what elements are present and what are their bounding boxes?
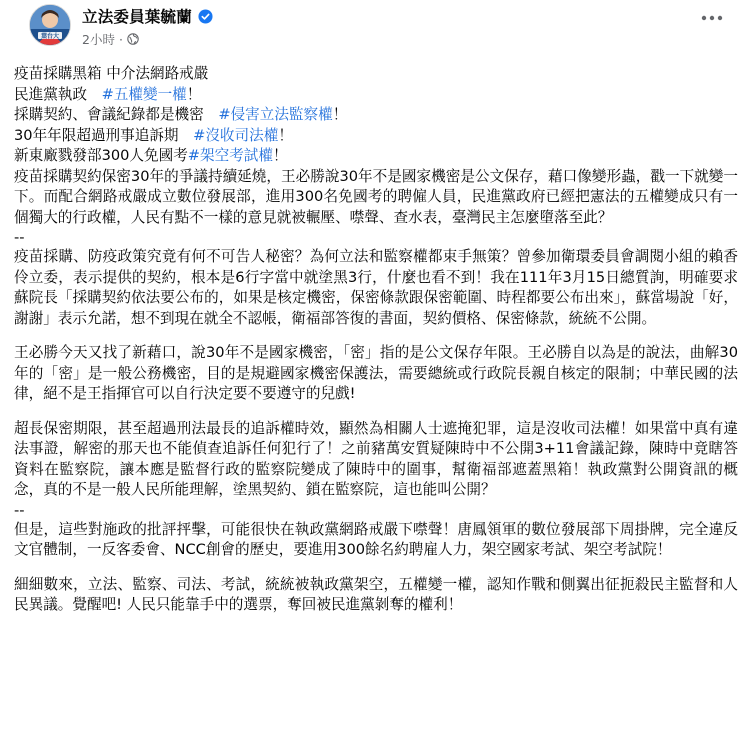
lead-suffix: ！ xyxy=(186,85,202,103)
hashtag-link[interactable]: #沒收司法權 xyxy=(193,126,279,144)
post-meta xyxy=(82,30,213,48)
hashtag-link[interactable]: #五權變一權 xyxy=(101,85,187,103)
separator-dashes: -- xyxy=(14,229,25,246)
verified-badge-icon xyxy=(198,9,213,24)
lead-text: 30年年限超過刑事追訴期 xyxy=(14,126,194,144)
lead-suffix: ！ xyxy=(273,147,288,164)
ellipsis-icon xyxy=(701,15,723,21)
lead-line-2 xyxy=(14,105,738,126)
lead-line-4 xyxy=(14,146,738,167)
lead-text: 民進黨執政 xyxy=(14,85,102,103)
author-row xyxy=(82,5,213,27)
hashtag-link[interactable]: #侵害立法監察權 xyxy=(218,106,333,123)
post-paragraph: 超長保密期限，甚至超過刑法最長的追訴權時效，顯然為相關人士遮掩犯罪，這是沒收司法權！如果當中真有違法事證，解密的那天也不能偵查追訴任何犯行了！之前豬萬安質疑陳時中不公開3+11會議記錄，陳時中竟瞎答資料在監察院，讓本應是監督行政的監察院變成了陳時中的圍事，幫衛福部遮蓋黑箱！執政黨對公開資訊的概念，真的不是一般人民所能理解，塗黑契約、鎖在監察院，這也能叫公開？ xyxy=(14,419,738,498)
post-paragraph: 細細數來，立法、監察、司法、考試，統統被執政黨架空，五權變一權，認知作戰和側翼出征扼殺民主監督和人民異議。覺醒吧! 人民只能靠手中的選票，奪回被民進黨剝奪的權利！ xyxy=(14,575,738,613)
lead-line-1 xyxy=(14,85,738,106)
author-block xyxy=(82,5,213,48)
lead-line-0 xyxy=(14,64,738,85)
post-paragraph: 王必勝今天又找了新藉口，說30年不是國家機密，「密」指的是公文保存年限。王必勝自以為是的說法，曲解30年的「密」是一般公務機密，目的是規避國家機密保護法，需要總統或行政院長親自核定的限制；中華民國的法律，絕不是王指揮官可以自行決定要不要遵守的兒戲! xyxy=(14,344,738,402)
lead-line-3 xyxy=(14,126,738,147)
post-body xyxy=(14,64,738,616)
lead-text: 新東廠戮發部300人免國考 xyxy=(14,147,188,164)
lead-suffix: ！ xyxy=(278,126,293,144)
post-paragraph: 疫苗採購、防疫政策究竟有何不可告人秘密？為何立法和監察權都束手無策？曾參加衛環委員會調閱小組的賴香伶立委，表示提供的契約，根本是6行字當中就塗黑3行，什麼也看不到！我在111年3月15日總質詢，明確要求蘇院長「採購契約依法要公布的，如果是核定機密，保密條款跟保密範圍、時程都要公布出來」，蘇當場說「好，謝謝」表示允諾，想不到現在就全不認帳，衛福部答復的書面，契約價格、保密條款，統統不公開。 xyxy=(14,248,738,327)
avatar-badge-text: 葉台大 xyxy=(40,33,60,40)
post-lead xyxy=(14,64,738,167)
post-paragraph: 但是，這些對施政的批評抨擊，可能很快在執政黨網路戒嚴下噤聲！唐鳳領軍的數位發展部下周掛牌，完全違反文官體制，一反客委會、NCC創會的歷史，要進用300餘名約聘雇人力，架空國家考試、架空考試院！ xyxy=(14,520,738,558)
lead-text: 疫苗採購黑箱 中介法網路戒嚴 xyxy=(14,65,209,82)
lead-suffix: ！ xyxy=(332,106,348,123)
post-paragraph: 疫苗採購契約保密30年的爭議持續延燒，王必勝說30年不是國家機密是公文保存，藉口像變形蟲，戳一下就變一下。而配合網路戒嚴成立數位發展部，進用300名免國考的聘僱人員，民進黨政府已經把憲法的五權變成只有一個獨大的行政權，人民有點不一樣的意見就被輾壓、噤聲、查水表，臺灣民主怎麼墮落至此？ xyxy=(14,167,738,226)
meta-separator: · xyxy=(118,31,123,47)
hashtag-link[interactable]: #架空考試權 xyxy=(187,147,273,164)
separator-dashes: -- xyxy=(14,501,25,519)
author-name[interactable]: 立法委員葉毓蘭 xyxy=(82,8,192,26)
lead-text: 採購契約、會議紀錄都是機密 xyxy=(14,106,219,123)
post-header xyxy=(16,0,732,58)
globe-icon[interactable] xyxy=(127,33,139,45)
more-options-button[interactable] xyxy=(694,6,730,30)
avatar-image xyxy=(30,5,70,45)
post-timestamp[interactable]: 2小時 xyxy=(82,32,115,47)
author-avatar[interactable] xyxy=(29,4,71,46)
